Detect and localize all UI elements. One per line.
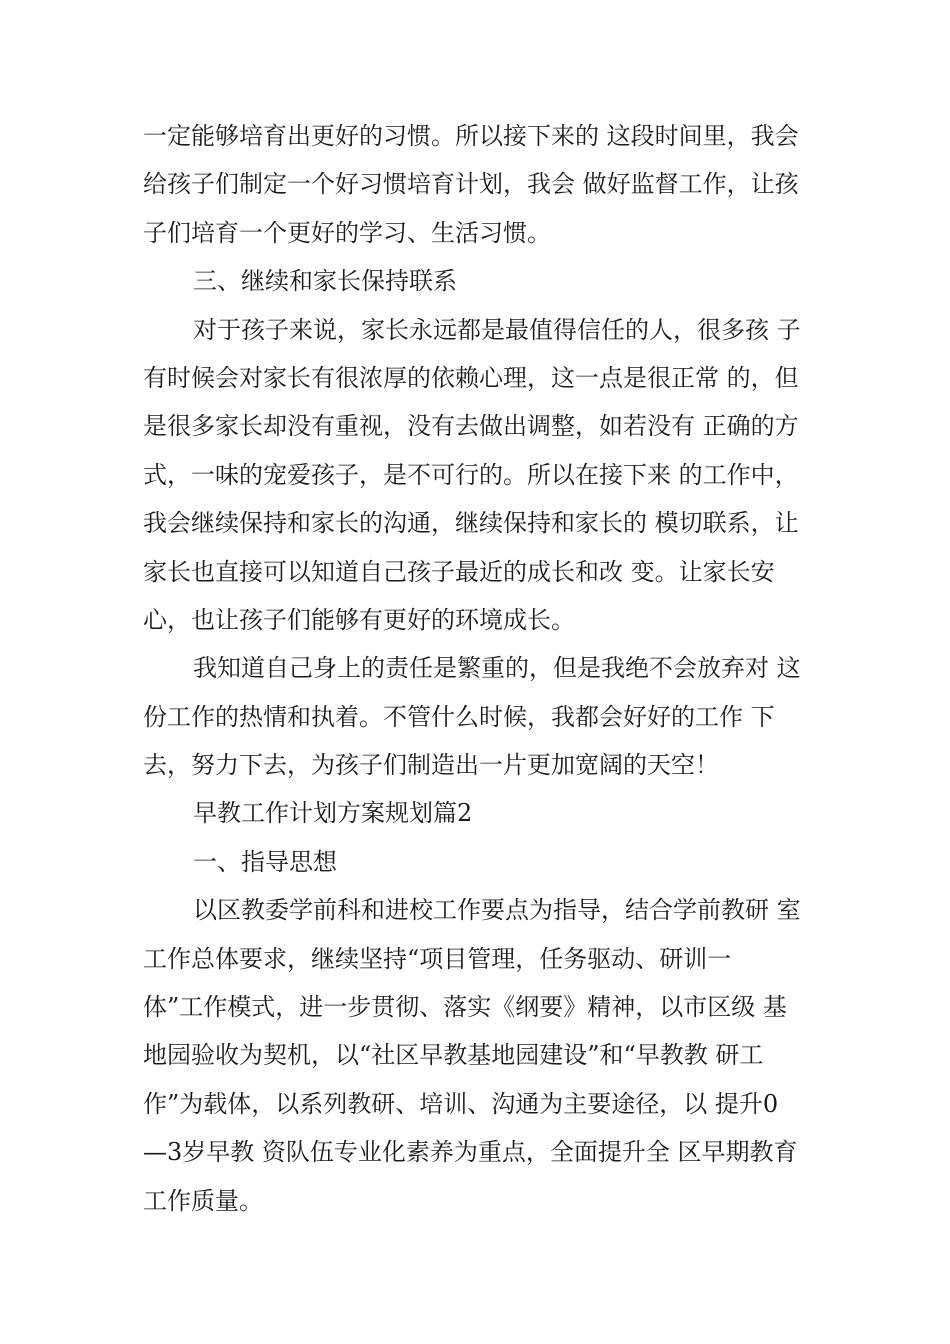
- body-line: 家长也直接可以知道自己孩子最近的成长和改 变。让家长安: [143, 557, 775, 586]
- article-title: 早教工作计划方案规划篇2: [193, 799, 473, 828]
- body-line: 工作质量。: [143, 1186, 263, 1215]
- body-line: 作”为载体，以系列教研、培训、沟通为主要途径，以 提升0: [143, 1089, 779, 1118]
- body-line: 工作总体要求，继续坚持“项目管理，任务驱动、研训一: [143, 944, 732, 973]
- body-line: 是很多家长却没有重视，没有去做出调整，如若没有 正确的方: [143, 412, 799, 441]
- section-heading: 一、指导思想: [193, 847, 337, 876]
- body-line: 有时候会对家长有很浓厚的依赖心理，这一点是很正常 的，但: [143, 363, 799, 392]
- body-line: 子们培育一个更好的学习、生活习惯。: [143, 218, 551, 247]
- body-line: 我知道自己身上的责任是繁重的，但是我绝不会放弃对 这: [193, 654, 801, 683]
- body-line: 份工作的热情和执着。不管什么时候，我都会好好的工作 下: [143, 702, 775, 731]
- body-line: 我会继续保持和家长的沟通，继续保持和家长的 模切联系，让: [143, 509, 799, 538]
- body-line: 心，也让孩子们能够有更好的环境成长。: [143, 605, 575, 634]
- document-body: [143, 112, 823, 1225]
- body-line: 体”工作模式，进一步贯彻、落实《纲要》精神，以市区级 基: [143, 993, 787, 1022]
- section-heading: 三、继续和家长保持联系: [193, 267, 457, 296]
- body-line: —3岁早教 资队伍专业化素养为重点，全面提升全 区早期教育: [143, 1138, 798, 1167]
- body-line: 式，一味的宠爱孩子，是不可行的。所以在接下来 的工作中，: [143, 460, 799, 489]
- body-line: 以区教委学前科和进校工作要点为指导，结合学前教研 室: [193, 896, 801, 925]
- body-line: 地园验收为契机，以“社区早教基地园建设”和“早教教 研工: [143, 1041, 764, 1070]
- body-line: 一定能够培育出更好的习惯。所以接下来的 这段时间里，我会: [143, 122, 799, 150]
- body-line: 对于孩子来说，家长永远都是最值得信任的人，很多孩 子: [193, 315, 801, 344]
- body-line: 去，努力下去，为孩子们制造出一片更加宽阔的天空！: [143, 751, 719, 780]
- body-line: 给孩子们制定一个好习惯培育计划，我会 做好监督工作，让孩: [143, 170, 799, 199]
